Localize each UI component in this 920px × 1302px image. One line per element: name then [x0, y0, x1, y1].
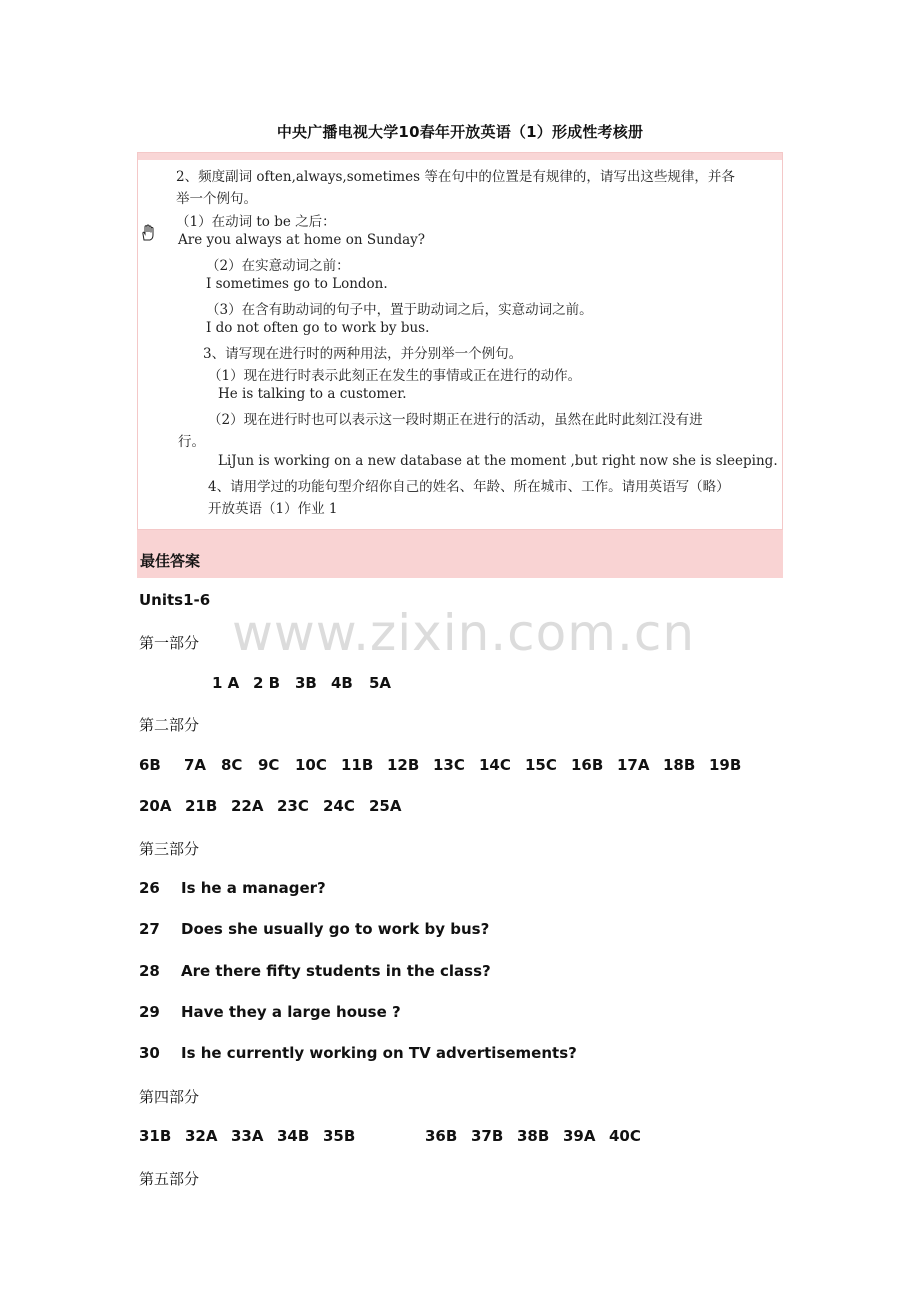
units-heading: Units1-6 [139, 591, 211, 609]
answer-token: 3B [295, 674, 317, 692]
question-line: 行。 [178, 434, 205, 450]
watermark: www.zixin.com.cn [232, 604, 696, 662]
answer-token: 15C [525, 756, 557, 774]
question-line: （2）在实意动词之前： [206, 258, 350, 274]
question-line: LiJun is working on a new database at the moment ,but right now she is sleeping. [218, 453, 778, 469]
answer-token: 18B [663, 756, 696, 774]
answer-token: 23C [277, 797, 309, 815]
answer-token: 11B [341, 756, 374, 774]
hand-cursor-icon [139, 224, 157, 242]
answer-token: 4B [331, 674, 353, 692]
question-line: 2、频度副词 often,always,sometimes 等在句中的位置是有规律的，请写出这些规律，并各 [176, 169, 735, 185]
answer-token: 38B [517, 1127, 550, 1145]
question-line: 举一个例句。 [176, 191, 257, 207]
part1-label: 第一部分 [139, 634, 200, 652]
question-box-top-strip [138, 153, 782, 160]
part2-label: 第二部分 [139, 716, 200, 734]
question-number: 27 [139, 920, 160, 938]
question-line: 3、请写现在进行时的两种用法，并分别举一个例句。 [203, 346, 523, 362]
answer-token: 9C [258, 756, 280, 774]
question-box [137, 152, 783, 530]
answer-token: 33A [231, 1127, 264, 1145]
part5-label: 第五部分 [139, 1170, 200, 1188]
answer-token: 2 B [253, 674, 281, 692]
answer-token: 5A [369, 674, 392, 692]
answer-token: 40C [609, 1127, 641, 1145]
best-answer-label: 最佳答案 [140, 552, 201, 570]
answer-sentence: Does she usually go to work by bus? [181, 920, 490, 938]
question-number: 29 [139, 1003, 160, 1021]
question-line: （1）在动词 to be 之后： [176, 214, 336, 230]
answer-token: 34B [277, 1127, 310, 1145]
question-line: （1）现在进行时表示此刻正在发生的事情或正在进行的动作。 [208, 368, 582, 384]
question-number: 28 [139, 962, 160, 980]
answer-token: 10C [295, 756, 327, 774]
answer-sentence: Is he currently working on TV advertisements? [181, 1044, 577, 1062]
answer-sentence: Are there fifty students in the class? [181, 962, 491, 980]
answer-token: 24C [323, 797, 355, 815]
question-number: 26 [139, 879, 160, 897]
answer-token: 8C [221, 756, 243, 774]
answer-sentence: Is he a manager? [181, 879, 326, 897]
answer-token: 22A [231, 797, 264, 815]
question-line: （2）现在进行时也可以表示这一段时期正在进行的活动，虽然在此时此刻江没有进 [208, 412, 703, 428]
answer-token: 6B [139, 756, 161, 774]
part3-label: 第三部分 [139, 840, 200, 858]
question-line: （3）在含有助动词的句子中，置于助动词之后，实意动词之前。 [206, 302, 593, 318]
answer-token: 36B [425, 1127, 458, 1145]
answer-token: 31B [139, 1127, 172, 1145]
answer-token: 25A [369, 797, 402, 815]
question-line: Are you always at home on Sunday? [178, 232, 426, 248]
answer-token: 39A [563, 1127, 596, 1145]
answer-token: 32A [185, 1127, 218, 1145]
answer-token: 37B [471, 1127, 504, 1145]
part4-label: 第四部分 [139, 1088, 200, 1106]
answer-token: 1 A [212, 674, 240, 692]
answer-token: 35B [323, 1127, 356, 1145]
question-line: I sometimes go to London. [206, 276, 388, 292]
answer-token: 7A [184, 756, 207, 774]
question-line: He is talking to a customer. [218, 386, 407, 402]
answer-token: 14C [479, 756, 511, 774]
answer-token: 13C [433, 756, 465, 774]
answer-token: 21B [185, 797, 218, 815]
answer-token: 12B [387, 756, 420, 774]
answer-token: 19B [709, 756, 742, 774]
document-title: 中央广播电视大学10春年开放英语（1）形成性考核册 [276, 123, 644, 141]
best-answer-bar [137, 530, 783, 578]
answer-sentence: Have they a large house ? [181, 1003, 401, 1021]
question-number: 30 [139, 1044, 160, 1062]
question-line: I do not often go to work by bus. [206, 320, 430, 336]
question-line: 4、请用学过的功能句型介绍你自己的姓名、年龄、所在城市、工作。请用英语写（略） [208, 479, 730, 495]
answer-token: 17A [617, 756, 650, 774]
question-line: 开放英语（1）作业 1 [208, 501, 338, 517]
answer-token: 16B [571, 756, 604, 774]
answer-token: 20A [139, 797, 172, 815]
